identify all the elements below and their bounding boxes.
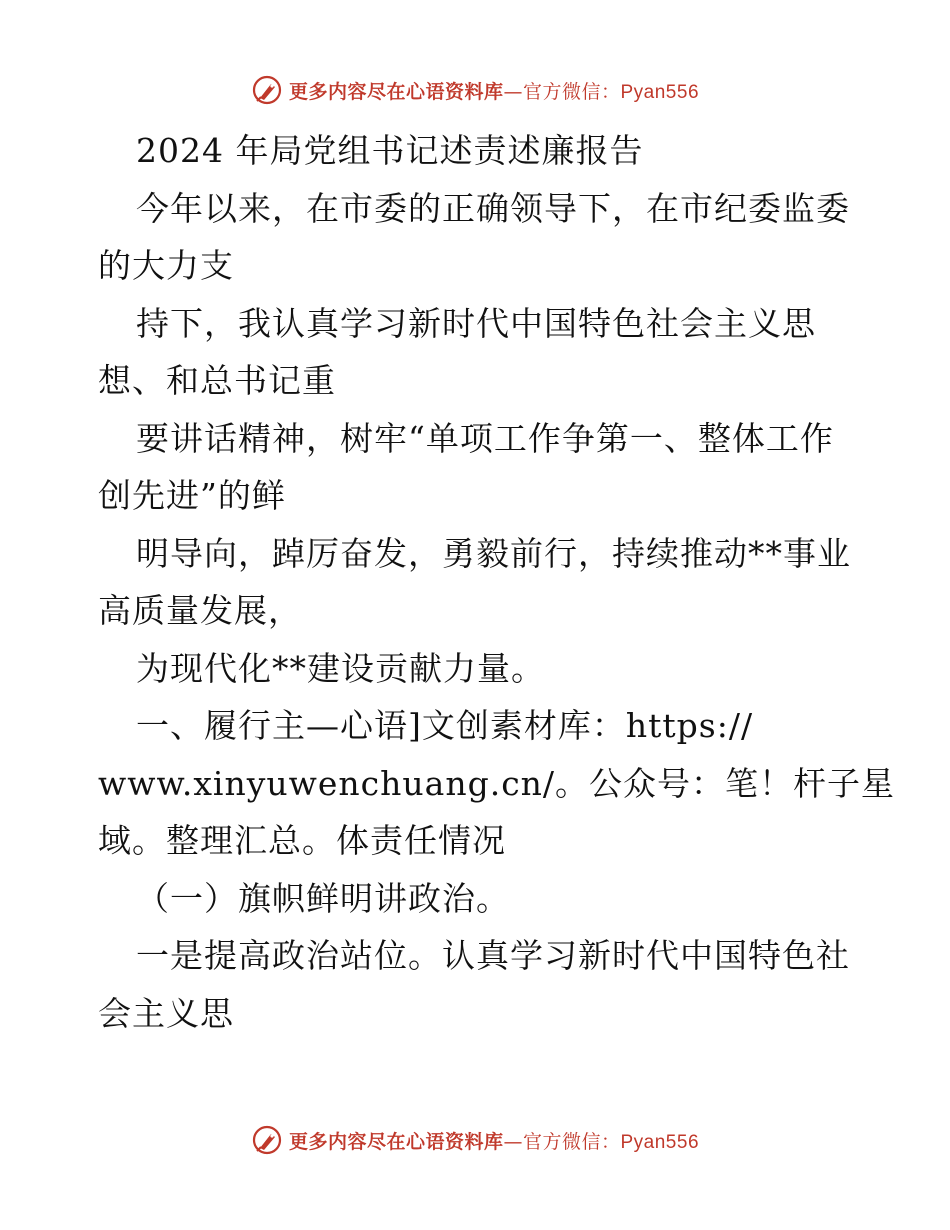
watermark-text xyxy=(289,1127,699,1154)
paragraph-line: 的大力支 xyxy=(98,246,234,285)
document-body xyxy=(98,122,896,1042)
watermark-banner-bottom xyxy=(0,1120,950,1160)
paragraph-line: 会主义思 xyxy=(98,993,234,1033)
paragraph-line: 持下，我认真学习新时代中国特色社会主义思 xyxy=(136,303,816,343)
watermark-label: 官方微信： xyxy=(522,1130,621,1153)
paragraph-line: 明导向，踔厉奋发，勇毅前行，持续推动**事业 xyxy=(136,533,851,573)
paragraph-line: 创先进”的鲜 xyxy=(98,476,286,515)
watermark-text xyxy=(289,77,699,104)
watermark-slogan: 更多内容尽在心语资料库 xyxy=(288,1130,504,1153)
watermark-wechat-id: Pyan556 xyxy=(620,1131,700,1153)
paragraph-line: 高质量发展， xyxy=(98,591,302,630)
section-heading-line: 一、履行主—心语]文创素材库：https:// xyxy=(136,706,754,745)
paragraph-line: 域。整理汇总。体责任情况 xyxy=(98,821,506,860)
paragraph-line: 一是提高政治站位。认真学习新时代中国特色社 xyxy=(136,936,850,975)
watermark-label: 官方微信： xyxy=(522,80,621,103)
watermark-banner-top xyxy=(0,70,950,110)
paragraph-line: 为现代化**建设贡献力量。 xyxy=(136,648,545,688)
paragraph-line: 要讲话精神，树牢“单项工作争第一、整体工作 xyxy=(136,418,834,458)
watermark-slogan: 更多内容尽在心语资料库 xyxy=(288,80,504,103)
paragraph-line: 今年以来，在市委的正确领导下，在市纪委监委 xyxy=(136,188,850,228)
watermark-wechat-id: Pyan556 xyxy=(620,81,700,103)
pen-nib-logo-icon xyxy=(251,74,283,106)
paragraph-line: www.xinyuwenchuang.cn/。公众号：笔！杆子星 xyxy=(98,763,896,803)
document-title: 2024 年局党组书记述责述廉报告 xyxy=(136,131,644,170)
watermark-separator: — xyxy=(503,1130,523,1153)
paragraph-line: 想、和总书记重 xyxy=(98,361,336,400)
subsection-heading: （一）旗帜鲜明讲政治。 xyxy=(136,878,510,918)
pen-nib-logo-icon xyxy=(251,1124,283,1156)
watermark-separator: — xyxy=(503,80,523,103)
